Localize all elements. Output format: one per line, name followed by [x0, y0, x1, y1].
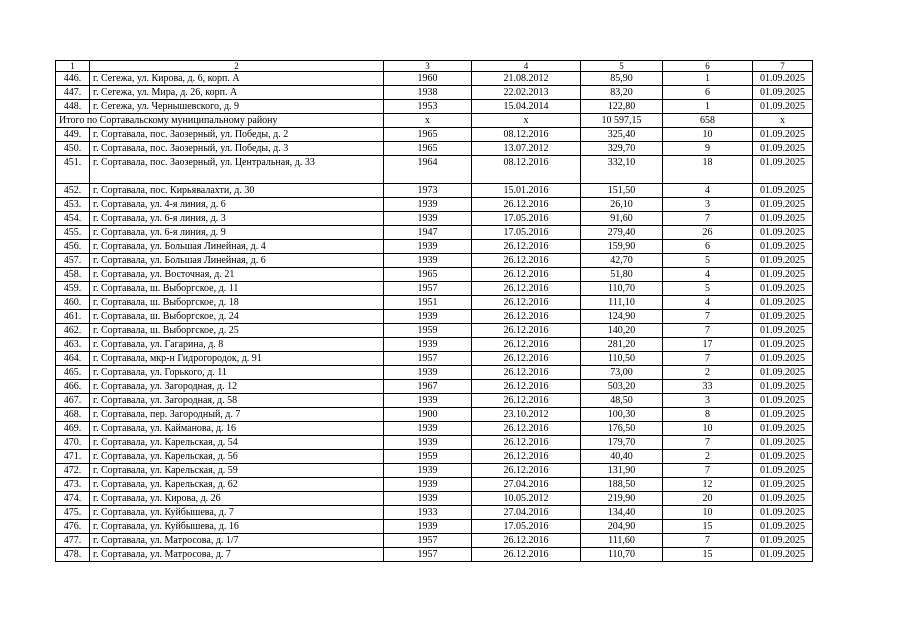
count-cell: 6 — [663, 86, 753, 100]
year-cell: 1939 — [384, 338, 472, 352]
area-cell: 111,10 — [581, 296, 663, 310]
address-cell: г. Сортавала, ул. Карельская, д. 54 — [90, 436, 384, 450]
table-row — [56, 366, 813, 380]
area-cell: 325,40 — [581, 128, 663, 142]
address-cell: г. Сортавала, ш. Выборгское, д. 18 — [90, 296, 384, 310]
housing-table — [55, 60, 813, 562]
address-cell: г. Сегежа, ул. Кирова, д. 6, корп. А — [90, 72, 384, 86]
row-number-cell: 450. — [56, 142, 90, 156]
summary-year-cell: х — [384, 114, 472, 128]
row-number-cell: 463. — [56, 338, 90, 352]
address-cell: г. Сегежа, ул. Чернышевского, д. 9 — [90, 100, 384, 114]
count-cell: 9 — [663, 142, 753, 156]
area-cell: 159,90 — [581, 240, 663, 254]
deadline-cell: 01.09.2025 — [753, 324, 813, 338]
deadline-cell: 01.09.2025 — [753, 226, 813, 240]
deadline-cell: 01.09.2025 — [753, 408, 813, 422]
count-cell: 4 — [663, 184, 753, 198]
area-cell: 26,10 — [581, 198, 663, 212]
table-row — [56, 352, 813, 366]
date-cell: 26.12.2016 — [472, 450, 581, 464]
deadline-cell: 01.09.2025 — [753, 338, 813, 352]
date-cell: 26.12.2016 — [472, 296, 581, 310]
column-number-1: 1 — [56, 61, 90, 72]
row-number-cell: 474. — [56, 492, 90, 506]
date-cell: 26.12.2016 — [472, 338, 581, 352]
year-cell: 1964 — [384, 156, 472, 184]
count-cell: 10 — [663, 128, 753, 142]
address-cell: г. Сортавала, ул. Матросова, д. 7 — [90, 548, 384, 562]
area-cell: 329,70 — [581, 142, 663, 156]
count-cell: 33 — [663, 380, 753, 394]
address-cell: г. Сортавала, ул. Кирова, д. 26 — [90, 492, 384, 506]
count-cell: 20 — [663, 492, 753, 506]
deadline-cell: 01.09.2025 — [753, 100, 813, 114]
count-cell: 7 — [663, 436, 753, 450]
table-row — [56, 506, 813, 520]
area-cell: 204,90 — [581, 520, 663, 534]
count-cell: 7 — [663, 212, 753, 226]
row-number-cell: 449. — [56, 128, 90, 142]
year-cell: 1957 — [384, 282, 472, 296]
year-cell: 1939 — [384, 240, 472, 254]
year-cell: 1959 — [384, 324, 472, 338]
table-row — [56, 86, 813, 100]
address-cell: г. Сортавала, ул. Горького, д. 11 — [90, 366, 384, 380]
area-cell: 42,70 — [581, 254, 663, 268]
year-cell: 1953 — [384, 100, 472, 114]
count-cell: 3 — [663, 198, 753, 212]
table-row — [56, 198, 813, 212]
year-cell: 1939 — [384, 478, 472, 492]
column-number-7: 7 — [753, 61, 813, 72]
count-cell: 1 — [663, 72, 753, 86]
row-number-cell: 468. — [56, 408, 90, 422]
table-row — [56, 128, 813, 142]
deadline-cell: 01.09.2025 — [753, 72, 813, 86]
date-cell: 26.12.2016 — [472, 198, 581, 212]
table-row — [56, 254, 813, 268]
area-cell: 51,80 — [581, 268, 663, 282]
date-cell: 26.12.2016 — [472, 548, 581, 562]
deadline-cell: 01.09.2025 — [753, 240, 813, 254]
area-cell: 85,90 — [581, 72, 663, 86]
address-cell: г. Сортавала, пос. Заозерный, ул. Победы, д. 2 — [90, 128, 384, 142]
row-number-cell: 476. — [56, 520, 90, 534]
row-number-cell: 469. — [56, 422, 90, 436]
count-cell: 12 — [663, 478, 753, 492]
year-cell: 1939 — [384, 422, 472, 436]
year-cell: 1939 — [384, 254, 472, 268]
date-cell: 26.12.2016 — [472, 268, 581, 282]
row-number-cell: 452. — [56, 184, 90, 198]
deadline-cell: 01.09.2025 — [753, 142, 813, 156]
area-cell: 73,00 — [581, 366, 663, 380]
summary-label: Итого по Сортавальскому муниципальному району — [56, 114, 384, 128]
table-row — [56, 520, 813, 534]
area-cell: 40,40 — [581, 450, 663, 464]
table-body — [56, 61, 813, 562]
area-cell: 100,30 — [581, 408, 663, 422]
deadline-cell: 01.09.2025 — [753, 450, 813, 464]
summary-area-cell: 10 597,15 — [581, 114, 663, 128]
deadline-cell: 01.09.2025 — [753, 156, 813, 184]
deadline-cell: 01.09.2025 — [753, 366, 813, 380]
deadline-cell: 01.09.2025 — [753, 198, 813, 212]
area-cell: 110,70 — [581, 282, 663, 296]
table-row — [56, 450, 813, 464]
year-cell: 1973 — [384, 184, 472, 198]
table-row — [56, 72, 813, 86]
count-cell: 5 — [663, 254, 753, 268]
deadline-cell: 01.09.2025 — [753, 506, 813, 520]
deadline-cell: 01.09.2025 — [753, 86, 813, 100]
area-cell: 151,50 — [581, 184, 663, 198]
count-cell: 7 — [663, 534, 753, 548]
deadline-cell: 01.09.2025 — [753, 422, 813, 436]
address-cell: г. Сортавала, ул. Загородная, д. 58 — [90, 394, 384, 408]
row-number-cell: 465. — [56, 366, 90, 380]
area-cell: 176,50 — [581, 422, 663, 436]
count-cell: 1 — [663, 100, 753, 114]
date-cell: 22.02.2013 — [472, 86, 581, 100]
row-number-cell: 462. — [56, 324, 90, 338]
date-cell: 27.04.2016 — [472, 506, 581, 520]
summary-count-cell: 658 — [663, 114, 753, 128]
year-cell: 1933 — [384, 506, 472, 520]
area-cell: 279,40 — [581, 226, 663, 240]
deadline-cell: 01.09.2025 — [753, 310, 813, 324]
row-number-cell: 473. — [56, 478, 90, 492]
table-row — [56, 464, 813, 478]
count-cell: 4 — [663, 268, 753, 282]
row-number-cell: 454. — [56, 212, 90, 226]
deadline-cell: 01.09.2025 — [753, 254, 813, 268]
area-cell: 219,90 — [581, 492, 663, 506]
date-cell: 15.04.2014 — [472, 100, 581, 114]
date-cell: 26.12.2016 — [472, 464, 581, 478]
year-cell: 1960 — [384, 72, 472, 86]
table-row — [56, 394, 813, 408]
count-cell: 7 — [663, 352, 753, 366]
column-number-3: 3 — [384, 61, 472, 72]
address-cell: г. Сортавала, ул. 6-я линия, д. 3 — [90, 212, 384, 226]
row-number-cell: 456. — [56, 240, 90, 254]
deadline-cell: 01.09.2025 — [753, 184, 813, 198]
date-cell: 15.01.2016 — [472, 184, 581, 198]
row-number-cell: 453. — [56, 198, 90, 212]
summary-row — [56, 114, 813, 128]
year-cell: 1939 — [384, 464, 472, 478]
year-cell: 1939 — [384, 310, 472, 324]
deadline-cell: 01.09.2025 — [753, 394, 813, 408]
year-cell: 1938 — [384, 86, 472, 100]
count-cell: 15 — [663, 520, 753, 534]
deadline-cell: 01.09.2025 — [753, 534, 813, 548]
address-cell: г. Сортавала, ул. 6-я линия, д. 9 — [90, 226, 384, 240]
area-cell: 83,20 — [581, 86, 663, 100]
row-number-cell: 461. — [56, 310, 90, 324]
year-cell: 1939 — [384, 436, 472, 450]
date-cell: 26.12.2016 — [472, 282, 581, 296]
column-number-row — [56, 61, 813, 72]
date-cell: 10.05.2012 — [472, 492, 581, 506]
year-cell: 1939 — [384, 394, 472, 408]
date-cell: 26.12.2016 — [472, 324, 581, 338]
table-row — [56, 226, 813, 240]
table-row — [56, 380, 813, 394]
count-cell: 4 — [663, 296, 753, 310]
date-cell: 17.05.2016 — [472, 226, 581, 240]
address-cell: г. Сортавала, ул. Большая Линейная, д. 6 — [90, 254, 384, 268]
area-cell: 188,50 — [581, 478, 663, 492]
row-number-cell: 459. — [56, 282, 90, 296]
table-row — [56, 408, 813, 422]
date-cell: 21.08.2012 — [472, 72, 581, 86]
row-number-cell: 472. — [56, 464, 90, 478]
count-cell: 17 — [663, 338, 753, 352]
date-cell: 08.12.2016 — [472, 128, 581, 142]
table-row — [56, 548, 813, 562]
date-cell: 26.12.2016 — [472, 240, 581, 254]
date-cell: 08.12.2016 — [472, 156, 581, 184]
count-cell: 10 — [663, 506, 753, 520]
address-cell: г. Сортавала, ш. Выборгское, д. 11 — [90, 282, 384, 296]
row-number-cell: 467. — [56, 394, 90, 408]
year-cell: 1965 — [384, 128, 472, 142]
row-number-cell: 466. — [56, 380, 90, 394]
deadline-cell: 01.09.2025 — [753, 352, 813, 366]
date-cell: 27.04.2016 — [472, 478, 581, 492]
row-number-cell: 460. — [56, 296, 90, 310]
date-cell: 26.12.2016 — [472, 380, 581, 394]
table-row — [56, 296, 813, 310]
address-cell: г. Сортавала, пос. Заозерный, ул. Победы, д. 3 — [90, 142, 384, 156]
table-row — [56, 422, 813, 436]
area-cell: 503,20 — [581, 380, 663, 394]
address-cell: г. Сортавала, ул. Загородная, д. 12 — [90, 380, 384, 394]
date-cell: 26.12.2016 — [472, 352, 581, 366]
count-cell: 6 — [663, 240, 753, 254]
area-cell: 131,90 — [581, 464, 663, 478]
address-cell: г. Сортавала, ш. Выборгское, д. 25 — [90, 324, 384, 338]
year-cell: 1965 — [384, 142, 472, 156]
date-cell: 26.12.2016 — [472, 436, 581, 450]
year-cell: 1957 — [384, 352, 472, 366]
count-cell: 2 — [663, 450, 753, 464]
area-cell: 122,80 — [581, 100, 663, 114]
address-cell: г. Сортавала, ул. Большая Линейная, д. 4 — [90, 240, 384, 254]
address-cell: г. Сортавала, ул. Гагарина, д. 8 — [90, 338, 384, 352]
column-number-5: 5 — [581, 61, 663, 72]
area-cell: 110,50 — [581, 352, 663, 366]
area-cell: 110,70 — [581, 548, 663, 562]
row-number-cell: 451. — [56, 156, 90, 184]
column-number-4: 4 — [472, 61, 581, 72]
row-number-cell: 457. — [56, 254, 90, 268]
area-cell: 91,60 — [581, 212, 663, 226]
row-number-cell: 447. — [56, 86, 90, 100]
address-cell: г. Сортавала, ул. Матросова, д. 1/7 — [90, 534, 384, 548]
table-row — [56, 436, 813, 450]
area-cell: 179,70 — [581, 436, 663, 450]
column-number-6: 6 — [663, 61, 753, 72]
row-number-cell: 455. — [56, 226, 90, 240]
deadline-cell: 01.09.2025 — [753, 464, 813, 478]
address-cell: г. Сортавала, ул. Восточная, д. 21 — [90, 268, 384, 282]
date-cell: 26.12.2016 — [472, 310, 581, 324]
deadline-cell: 01.09.2025 — [753, 548, 813, 562]
year-cell: 1939 — [384, 366, 472, 380]
table-row — [56, 310, 813, 324]
address-cell: г. Сортавала, ул. 4-я линия, д. 6 — [90, 198, 384, 212]
year-cell: 1900 — [384, 408, 472, 422]
date-cell: 17.05.2016 — [472, 520, 581, 534]
deadline-cell: 01.09.2025 — [753, 380, 813, 394]
table-row — [56, 478, 813, 492]
deadline-cell: 01.09.2025 — [753, 296, 813, 310]
deadline-cell: 01.09.2025 — [753, 436, 813, 450]
deadline-cell: 01.09.2025 — [753, 478, 813, 492]
address-cell: г. Сортавала, ул. Кайманова, д. 16 — [90, 422, 384, 436]
year-cell: 1939 — [384, 520, 472, 534]
count-cell: 8 — [663, 408, 753, 422]
table-row — [56, 100, 813, 114]
address-cell: г. Сортавала, ул. Карельская, д. 56 — [90, 450, 384, 464]
column-number-2: 2 — [90, 61, 384, 72]
deadline-cell: 01.09.2025 — [753, 212, 813, 226]
address-cell: г. Сортавала, пер. Загородный, д. 7 — [90, 408, 384, 422]
area-cell: 281,20 — [581, 338, 663, 352]
row-number-cell: 475. — [56, 506, 90, 520]
year-cell: 1967 — [384, 380, 472, 394]
deadline-cell: 01.09.2025 — [753, 128, 813, 142]
year-cell: 1939 — [384, 212, 472, 226]
address-cell: г. Сортавала, ул. Куйбышева, д. 7 — [90, 506, 384, 520]
deadline-cell: 01.09.2025 — [753, 492, 813, 506]
summary-date-cell: х — [472, 114, 581, 128]
row-number-cell: 478. — [56, 548, 90, 562]
count-cell: 18 — [663, 156, 753, 184]
count-cell: 7 — [663, 464, 753, 478]
row-number-cell: 446. — [56, 72, 90, 86]
address-cell: г. Сортавала, ул. Куйбышева, д. 16 — [90, 520, 384, 534]
area-cell: 332,10 — [581, 156, 663, 184]
count-cell: 5 — [663, 282, 753, 296]
area-cell: 140,20 — [581, 324, 663, 338]
table-row — [56, 534, 813, 548]
date-cell: 13.07.2012 — [472, 142, 581, 156]
area-cell: 111,60 — [581, 534, 663, 548]
table-row — [56, 324, 813, 338]
table-row — [56, 492, 813, 506]
date-cell: 26.12.2016 — [472, 422, 581, 436]
address-cell: г. Сортавала, пос. Заозерный, ул. Центральная, д. 33 — [90, 156, 384, 184]
year-cell: 1939 — [384, 492, 472, 506]
table-row — [56, 268, 813, 282]
year-cell: 1965 — [384, 268, 472, 282]
deadline-cell: 01.09.2025 — [753, 520, 813, 534]
address-cell: г. Сортавала, мкр-н Гидрогородок, д. 91 — [90, 352, 384, 366]
row-number-cell: 470. — [56, 436, 90, 450]
year-cell: 1939 — [384, 198, 472, 212]
deadline-cell: 01.09.2025 — [753, 282, 813, 296]
count-cell: 26 — [663, 226, 753, 240]
date-cell: 17.05.2016 — [472, 212, 581, 226]
count-cell: 7 — [663, 310, 753, 324]
year-cell: 1959 — [384, 450, 472, 464]
row-number-cell: 477. — [56, 534, 90, 548]
year-cell: 1951 — [384, 296, 472, 310]
date-cell: 26.12.2016 — [472, 254, 581, 268]
year-cell: 1947 — [384, 226, 472, 240]
address-cell: г. Сортавала, ш. Выборгское, д. 24 — [90, 310, 384, 324]
area-cell: 134,40 — [581, 506, 663, 520]
address-cell: г. Сортавала, ул. Карельская, д. 59 — [90, 464, 384, 478]
table-row — [56, 184, 813, 198]
row-number-cell: 458. — [56, 268, 90, 282]
count-cell: 2 — [663, 366, 753, 380]
table-row — [56, 212, 813, 226]
count-cell: 7 — [663, 324, 753, 338]
date-cell: 23.10.2012 — [472, 408, 581, 422]
address-cell: г. Сортавала, пос. Кирьявалахти, д. 30 — [90, 184, 384, 198]
address-cell: г. Сегежа, ул. Мира, д. 26, корп. А — [90, 86, 384, 100]
summary-deadline-cell: х — [753, 114, 813, 128]
table-row — [56, 156, 813, 184]
year-cell: 1957 — [384, 548, 472, 562]
date-cell: 26.12.2016 — [472, 394, 581, 408]
area-cell: 124,90 — [581, 310, 663, 324]
address-cell: г. Сортавала, ул. Карельская, д. 62 — [90, 478, 384, 492]
row-number-cell: 471. — [56, 450, 90, 464]
table-row — [56, 240, 813, 254]
count-cell: 3 — [663, 394, 753, 408]
count-cell: 15 — [663, 548, 753, 562]
year-cell: 1957 — [384, 534, 472, 548]
deadline-cell: 01.09.2025 — [753, 268, 813, 282]
date-cell: 26.12.2016 — [472, 366, 581, 380]
table-row — [56, 338, 813, 352]
date-cell: 26.12.2016 — [472, 534, 581, 548]
area-cell: 48,50 — [581, 394, 663, 408]
row-number-cell: 448. — [56, 100, 90, 114]
row-number-cell: 464. — [56, 352, 90, 366]
table-row — [56, 142, 813, 156]
count-cell: 10 — [663, 422, 753, 436]
table-row — [56, 282, 813, 296]
